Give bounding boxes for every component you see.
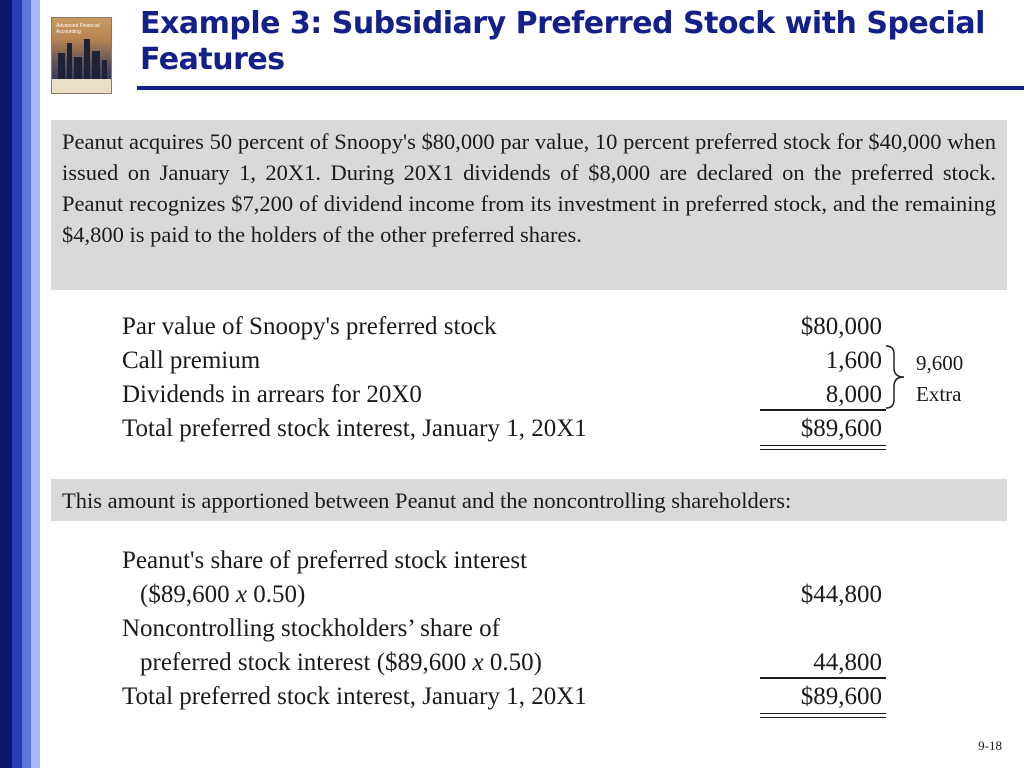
book-cover-image bbox=[51, 17, 112, 94]
row-amount: 8,000 bbox=[762, 378, 882, 412]
row-label: Dividends in arrears for 20X0 bbox=[122, 381, 422, 408]
table2-row-nci-share-line2 bbox=[122, 646, 882, 680]
row-amount: $89,600 bbox=[762, 412, 882, 446]
row-label: Noncontrolling stockholders’ share of bbox=[122, 615, 500, 642]
extra-amount-note: 9,600 bbox=[916, 351, 964, 375]
row-label: Call premium bbox=[122, 347, 261, 374]
apportion-text-box bbox=[51, 479, 1007, 521]
row-label: Total preferred stock interest, January 1, 20X1 bbox=[122, 415, 587, 442]
row-amount: $44,800 bbox=[800, 581, 882, 608]
table1-row-par-value bbox=[122, 310, 882, 344]
row-amount: $89,600 bbox=[762, 680, 882, 714]
table1-row-call-premium bbox=[122, 344, 882, 378]
left-stripe-dark bbox=[0, 0, 12, 768]
table2-row-peanut-share-line1 bbox=[122, 544, 882, 578]
row-label: Peanut's share of preferred stock interest bbox=[122, 547, 528, 574]
slide-title: Example 3: Subsidiary Preferred Stock with Special Features bbox=[140, 6, 985, 77]
table1-row-total bbox=[122, 412, 882, 446]
table2-row-nci-share-line1 bbox=[122, 612, 882, 646]
row-amount: 44,800 bbox=[762, 646, 882, 680]
left-stripe-mid bbox=[12, 0, 22, 768]
left-stripe-pale bbox=[31, 0, 40, 768]
apportion-text: This amount is apportioned between Peanut and the noncontrolling shareholders: bbox=[62, 488, 792, 513]
table1-row-dividends-arrears bbox=[122, 378, 882, 412]
row-amount: 1,600 bbox=[825, 347, 882, 374]
table2-row-peanut-share-line2 bbox=[122, 578, 882, 612]
intro-text: Peanut acquires 50 percent of Snoopy's $80,000 par value, 10 percent preferred stock for $40,000 when issued on January 1, 20X1. During 20X1 dividends of $8,000 are declared on the preferred stock. Peanut recognizes $7,200 of dividend income from its investment in preferred stock, and the remaining $4,800 is paid to the holders of the other preferred shares. bbox=[62, 129, 996, 247]
extra-label-note: Extra bbox=[916, 382, 962, 406]
intro-text-box bbox=[51, 120, 1007, 290]
left-stripe-light bbox=[22, 0, 31, 768]
table2-row-total bbox=[122, 680, 882, 714]
row-label: preferred stock interest ($89,600 x 0.50) bbox=[140, 649, 542, 676]
book-cover-title: Advanced Financial Accounting bbox=[56, 23, 100, 35]
row-amount: $80,000 bbox=[800, 313, 882, 340]
row-label: Total preferred stock interest, January 1, 20X1 bbox=[122, 683, 587, 710]
row-label: Par value of Snoopy's preferred stock bbox=[122, 313, 497, 340]
title-underline bbox=[137, 86, 1024, 90]
page-number: 9-18 bbox=[978, 738, 1002, 753]
row-label: ($89,600 x 0.50) bbox=[140, 581, 306, 608]
right-brace-icon bbox=[884, 344, 912, 410]
